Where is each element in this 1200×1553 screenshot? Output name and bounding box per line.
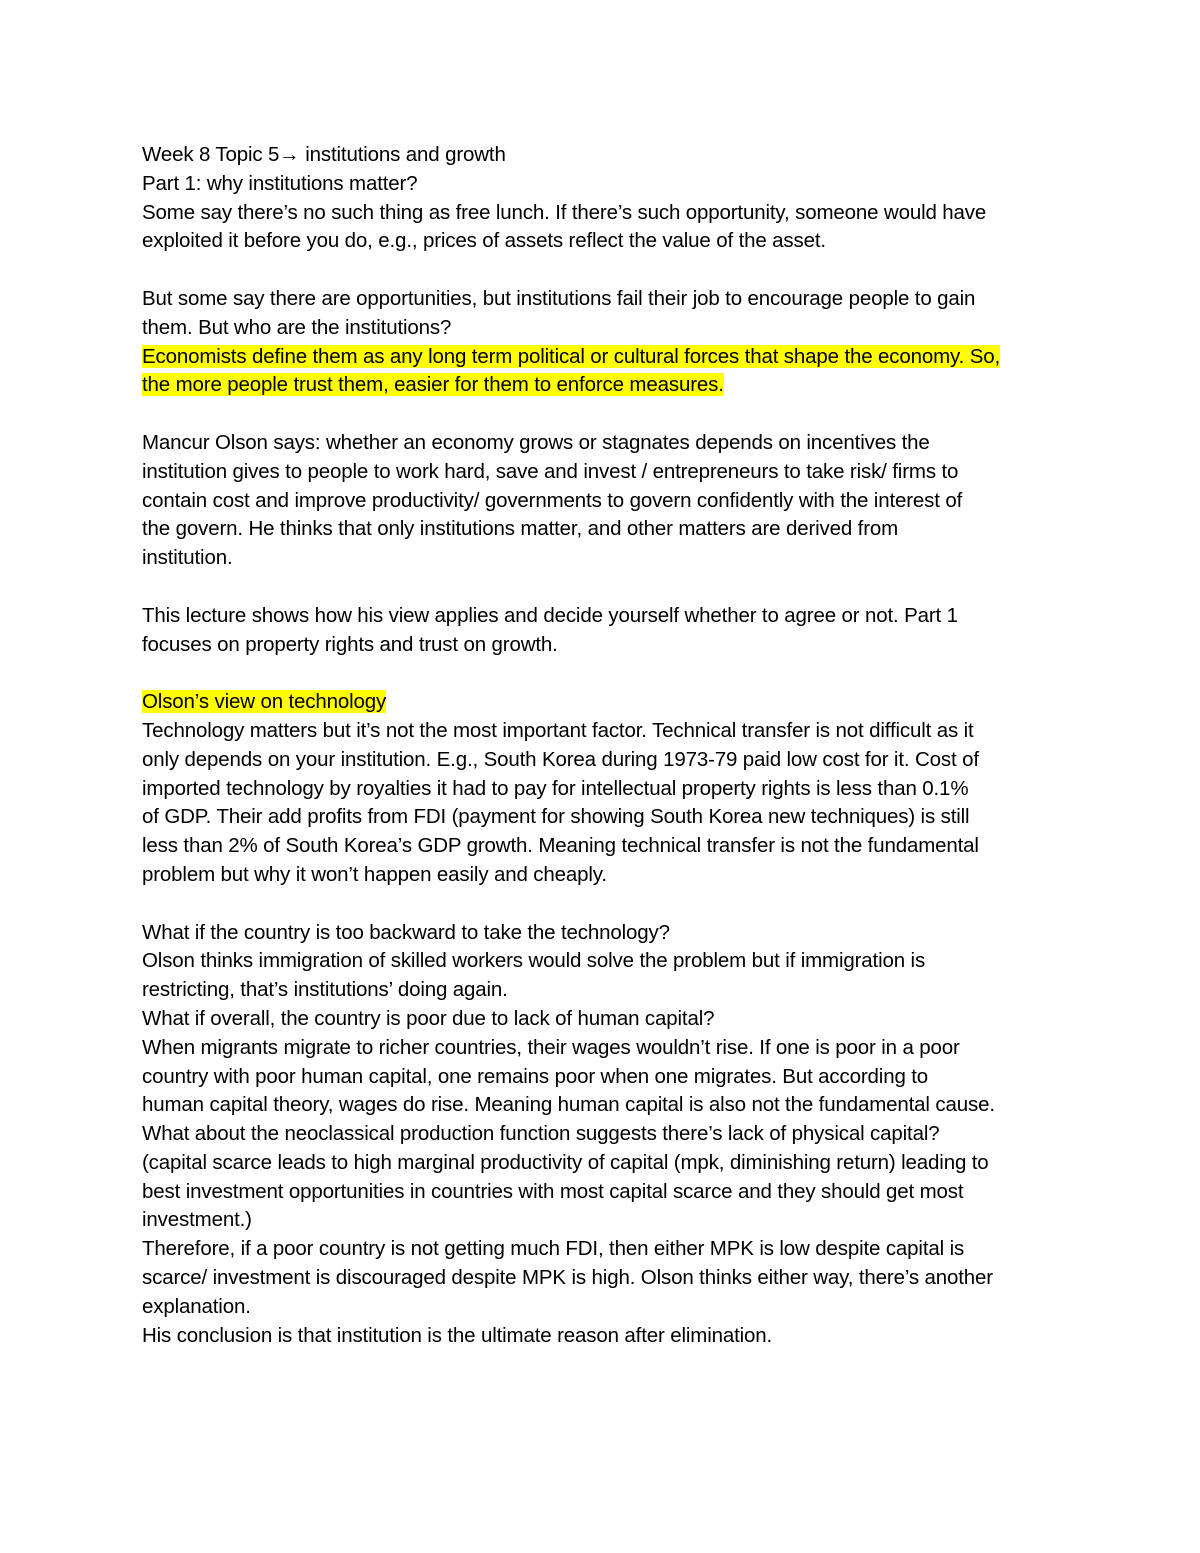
paragraph-spacer xyxy=(142,256,1072,285)
paragraph-olson-incentives xyxy=(142,429,1072,573)
text-line: focuses on property rights and trust on growth. xyxy=(142,632,558,656)
text-line: contain cost and improve productivity/ governments to govern confidently with the interest of xyxy=(142,488,963,512)
paragraph-free-lunch xyxy=(142,199,1072,257)
text-line: This lecture shows how his view applies and decide yourself whether to agree or not. Part 1 xyxy=(142,603,958,627)
text-line: Mancur Olson says: whether an economy grows or stagnates depends on incentives the xyxy=(142,430,930,454)
text-line: the govern. He thinks that only institutions matter, and other matters are derived from xyxy=(142,517,899,541)
text-line: What if the country is too backward to take the technology? xyxy=(142,920,670,944)
text-line: best investment opportunities in countries with most capital scarce and they should get most xyxy=(142,1179,964,1203)
paragraph-spacer xyxy=(142,890,1072,919)
paragraph-backwardness-capital xyxy=(142,919,1072,1351)
text-line: scarce/ investment is discouraged despite MPK is high. Olson thinks either way, there’s another xyxy=(142,1266,993,1290)
paragraph-spacer xyxy=(142,400,1072,429)
text-line: When migrants migrate to richer countries, their wages wouldn’t rise. If one is poor in a poor xyxy=(142,1035,960,1059)
paragraph-spacer xyxy=(142,573,1072,602)
text-line: restricting, that’s institutions’ doing again. xyxy=(142,978,508,1002)
text-line: institution gives to people to work hard, save and invest / entrepreneurs to take risk/ firms to xyxy=(142,459,959,483)
text-line: Some say there’s no such thing as free lunch. If there’s such opportunity, someone would have xyxy=(142,200,987,224)
text-line: less than 2% of South Korea’s GDP growth. Meaning technical transfer is not the fundamental xyxy=(142,834,979,858)
paragraph-spacer xyxy=(142,659,1072,688)
technology-heading: Olson’s view on technology xyxy=(142,690,387,714)
paragraph-institutions-definition xyxy=(142,285,1072,400)
text-line: What about the neoclassical production function suggests there’s lack of physical capital? xyxy=(142,1122,940,1146)
text-line: human capital theory, wages do rise. Meaning human capital is also not the fundamental cause. xyxy=(142,1093,995,1117)
text-line: But some say there are opportunities, but institutions fail their job to encourage people to gain xyxy=(142,286,976,310)
part1-heading: Part 1: why institutions matter? xyxy=(142,171,418,195)
text-line: exploited it before you do, e.g., prices of assets reflect the value of the asset. xyxy=(142,229,826,253)
text-line: problem but why it won’t happen easily and cheaply. xyxy=(142,862,607,886)
text-line: country with poor human capital, one remains poor when one migrates. But according to xyxy=(142,1064,929,1088)
document-body xyxy=(142,141,1072,1350)
text-line: them. But who are the institutions? xyxy=(142,315,452,339)
paragraph-lecture-scope xyxy=(142,602,1072,660)
text-line: of GDP. Their add profits from FDI (payment for showing South Korea new techniques) is still xyxy=(142,805,970,829)
paragraph-technology xyxy=(142,717,1072,890)
text-line: His conclusion is that institution is the ultimate reason after elimination. xyxy=(142,1323,773,1347)
text-line: Technology matters but it’s not the most important factor. Technical transfer is not difficult as it xyxy=(142,718,974,742)
text-line: only depends on your institution. E.g., South Korea during 1973-79 paid low cost for it. Cost of xyxy=(142,747,979,771)
text-line: institution. xyxy=(142,546,233,570)
highlighted-text: Economists define them as any long term political or cultural forces that shape the economy. So, xyxy=(142,344,1001,368)
document-title: Week 8 Topic 5→ institutions and growth xyxy=(142,143,506,166)
text-line: investment.) xyxy=(142,1208,252,1232)
text-line: What if overall, the country is poor due to lack of human capital? xyxy=(142,1006,715,1030)
highlighted-text: the more people trust them, easier for them to enforce measures. xyxy=(142,373,724,397)
text-line: Therefore, if a poor country is not getting much FDI, then either MPK is low despite capital is xyxy=(142,1237,965,1261)
text-line: Olson thinks immigration of skilled workers would solve the problem but if immigration is xyxy=(142,949,926,973)
text-line: (capital scarce leads to high marginal productivity of capital (mpk, diminishing return) leading to xyxy=(142,1150,989,1174)
text-line: imported technology by royalties it had to pay for intellectual property rights is less than 0.1% xyxy=(142,776,969,800)
text-line: explanation. xyxy=(142,1294,251,1318)
